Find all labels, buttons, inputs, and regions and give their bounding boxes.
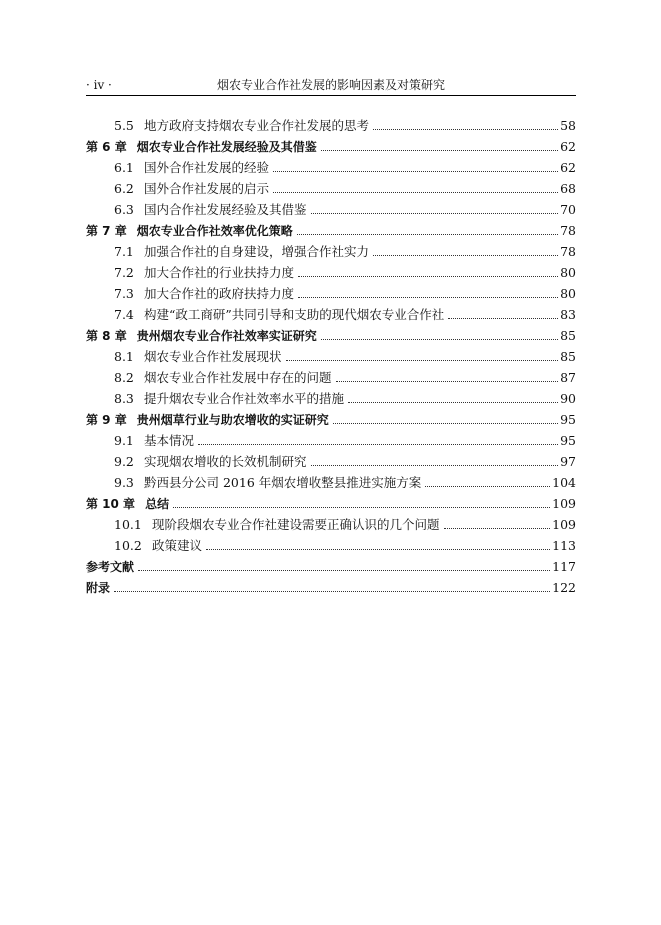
dot-leader — [286, 360, 559, 361]
toc-entry-title: 国外合作社发展的经验 — [144, 160, 270, 175]
toc-entry-number: 7.1 — [114, 244, 134, 259]
toc-entry-title: 贵州烟农专业合作社效率实证研究 — [136, 329, 317, 343]
dot-leader — [373, 255, 558, 256]
toc-entry-number: 8.2 — [114, 370, 134, 385]
toc-entry-number: 7.3 — [114, 286, 134, 301]
toc-entry-title: 地方政府支持烟农专业合作社发展的思考 — [144, 118, 370, 133]
toc-entry-number: 6.1 — [114, 160, 134, 175]
toc-entry-page: 78 — [560, 244, 576, 259]
toc-entry-title: 加强合作社的自身建设，增强合作社实力 — [144, 244, 370, 259]
toc-entry-title: 烟农专业合作社发展经验及其借鉴 — [136, 140, 317, 154]
toc-section-entry[interactable] — [86, 157, 576, 178]
toc-entry-title: 现阶段烟农专业合作社建设需要正确认识的几个问题 — [152, 517, 440, 532]
toc-entry-number: 6.2 — [114, 181, 134, 196]
toc-entry-page: 80 — [560, 286, 576, 301]
toc-entry-title: 总结 — [145, 497, 170, 511]
toc-entry-number: 第 10 章 — [86, 497, 136, 511]
dot-leader — [298, 297, 558, 298]
toc-entry-page: 85 — [560, 328, 576, 343]
dot-leader — [311, 465, 559, 466]
toc-entry-number: 第 9 章 — [86, 413, 127, 427]
book-title: 烟农专业合作社发展的影响因素及对策研究 — [216, 78, 445, 92]
toc-entry-number: 5.5 — [114, 118, 134, 133]
toc-entry-page: 117 — [552, 559, 576, 574]
toc-entry-title: 提升烟农专业合作社效率水平的措施 — [144, 391, 345, 406]
toc-section-entry[interactable] — [86, 472, 576, 493]
header-rule — [86, 95, 576, 96]
toc-entry-title: 加大合作社的行业扶持力度 — [144, 265, 295, 280]
dot-leader — [298, 276, 558, 277]
toc-section-entry[interactable] — [86, 535, 576, 556]
toc-entry-page: 104 — [552, 475, 576, 490]
dot-leader — [373, 129, 558, 130]
toc-section-entry[interactable] — [86, 241, 576, 262]
dot-leader — [444, 528, 551, 529]
toc-entry-title: 参考文献 — [86, 560, 135, 574]
dot-leader — [321, 339, 558, 340]
toc-entry-page: 109 — [552, 517, 576, 532]
toc-section-entry[interactable] — [86, 115, 576, 136]
toc-entry-page: 95 — [560, 433, 576, 448]
dot-leader — [336, 381, 559, 382]
toc-entry-title: 政策建议 — [152, 538, 203, 553]
toc-entry-number: 7.4 — [114, 307, 134, 322]
toc-entry-page: 95 — [560, 412, 576, 427]
dot-leader — [321, 150, 558, 151]
toc-section-entry[interactable] — [86, 514, 576, 535]
toc-entry-page: 68 — [560, 181, 576, 196]
toc-entry-page: 90 — [560, 391, 576, 406]
toc-entry-page: 62 — [560, 160, 576, 175]
toc-entry-number: 10.2 — [114, 538, 142, 553]
dot-leader — [273, 171, 558, 172]
toc-entry-number: 7.2 — [114, 265, 134, 280]
toc-entry-title: 国外合作社发展的启示 — [144, 181, 270, 196]
dot-leader — [333, 423, 558, 424]
toc-entry-title: 实现烟农增收的长效机制研究 — [144, 454, 307, 469]
toc-entry-title: 附录 — [86, 581, 111, 595]
toc-entry-title: 加大合作社的政府扶持力度 — [144, 286, 295, 301]
page-number: · iv · — [86, 78, 112, 92]
toc-entry-page: 113 — [552, 538, 576, 553]
toc-chapter-entry[interactable] — [86, 577, 576, 598]
toc-section-entry[interactable] — [86, 388, 576, 409]
toc-entry-number: 8.1 — [114, 349, 134, 364]
toc-entry-number: 第 6 章 — [86, 140, 127, 154]
toc-section-entry[interactable] — [86, 430, 576, 451]
toc-section-entry[interactable] — [86, 178, 576, 199]
toc-section-entry[interactable] — [86, 367, 576, 388]
toc-entry-number: 9.2 — [114, 454, 134, 469]
dot-leader — [348, 402, 558, 403]
toc-entry-title: 基本情况 — [144, 433, 195, 448]
toc-entry-page: 122 — [552, 580, 576, 595]
toc-entry-title: 烟农专业合作社发展中存在的问题 — [144, 370, 332, 385]
toc-entry-page: 85 — [560, 349, 576, 364]
dot-leader — [297, 234, 558, 235]
dot-leader — [198, 444, 558, 445]
toc-entry-page: 83 — [560, 307, 576, 322]
running-header — [86, 76, 576, 94]
toc-chapter-entry[interactable] — [86, 556, 576, 577]
toc-section-entry[interactable] — [86, 199, 576, 220]
toc-section-entry[interactable] — [86, 304, 576, 325]
toc-chapter-entry[interactable] — [86, 493, 576, 514]
toc-section-entry[interactable] — [86, 346, 576, 367]
toc-section-entry[interactable] — [86, 451, 576, 472]
toc-entry-page: 58 — [560, 118, 576, 133]
dot-leader — [206, 549, 550, 550]
toc-entry-page: 78 — [560, 223, 576, 238]
toc-chapter-entry[interactable] — [86, 220, 576, 241]
toc-entry-title: 烟农专业合作社发展现状 — [144, 349, 282, 364]
dot-leader — [114, 591, 550, 592]
dot-leader — [311, 213, 559, 214]
toc-chapter-entry[interactable] — [86, 136, 576, 157]
toc-section-entry[interactable] — [86, 262, 576, 283]
toc-entry-page: 109 — [552, 496, 576, 511]
toc-entry-number: 9.3 — [114, 475, 134, 490]
dot-leader — [425, 486, 550, 487]
toc-entry-number: 第 7 章 — [86, 224, 127, 238]
toc-entry-number: 9.1 — [114, 433, 134, 448]
dot-leader — [448, 318, 558, 319]
toc-entry-title: 构建“政工商研”共同引导和支助的现代烟农专业合作社 — [144, 307, 445, 322]
toc-entry-page: 87 — [560, 370, 576, 385]
toc-entry-page: 80 — [560, 265, 576, 280]
toc-entry-number: 第 8 章 — [86, 329, 127, 343]
toc-chapter-entry[interactable] — [86, 325, 576, 346]
dot-leader — [273, 192, 558, 193]
toc-section-entry[interactable] — [86, 283, 576, 304]
toc-entry-number: 6.3 — [114, 202, 134, 217]
toc-entry-title: 烟农专业合作社效率优化策略 — [136, 224, 293, 238]
toc-entry-number: 8.3 — [114, 391, 134, 406]
dot-leader — [138, 570, 550, 571]
table-of-contents — [86, 115, 576, 598]
toc-entry-page: 97 — [560, 454, 576, 469]
toc-entry-title: 贵州烟草行业与助农增收的实证研究 — [136, 413, 329, 427]
toc-entry-title: 国内合作社发展经验及其借鉴 — [144, 202, 307, 217]
toc-entry-title: 黔西县分公司 2016 年烟农增收整县推进实施方案 — [144, 475, 422, 490]
dot-leader — [173, 507, 550, 508]
toc-entry-number: 10.1 — [114, 517, 142, 532]
toc-entry-page: 70 — [560, 202, 576, 217]
toc-chapter-entry[interactable] — [86, 409, 576, 430]
toc-entry-page: 62 — [560, 139, 576, 154]
